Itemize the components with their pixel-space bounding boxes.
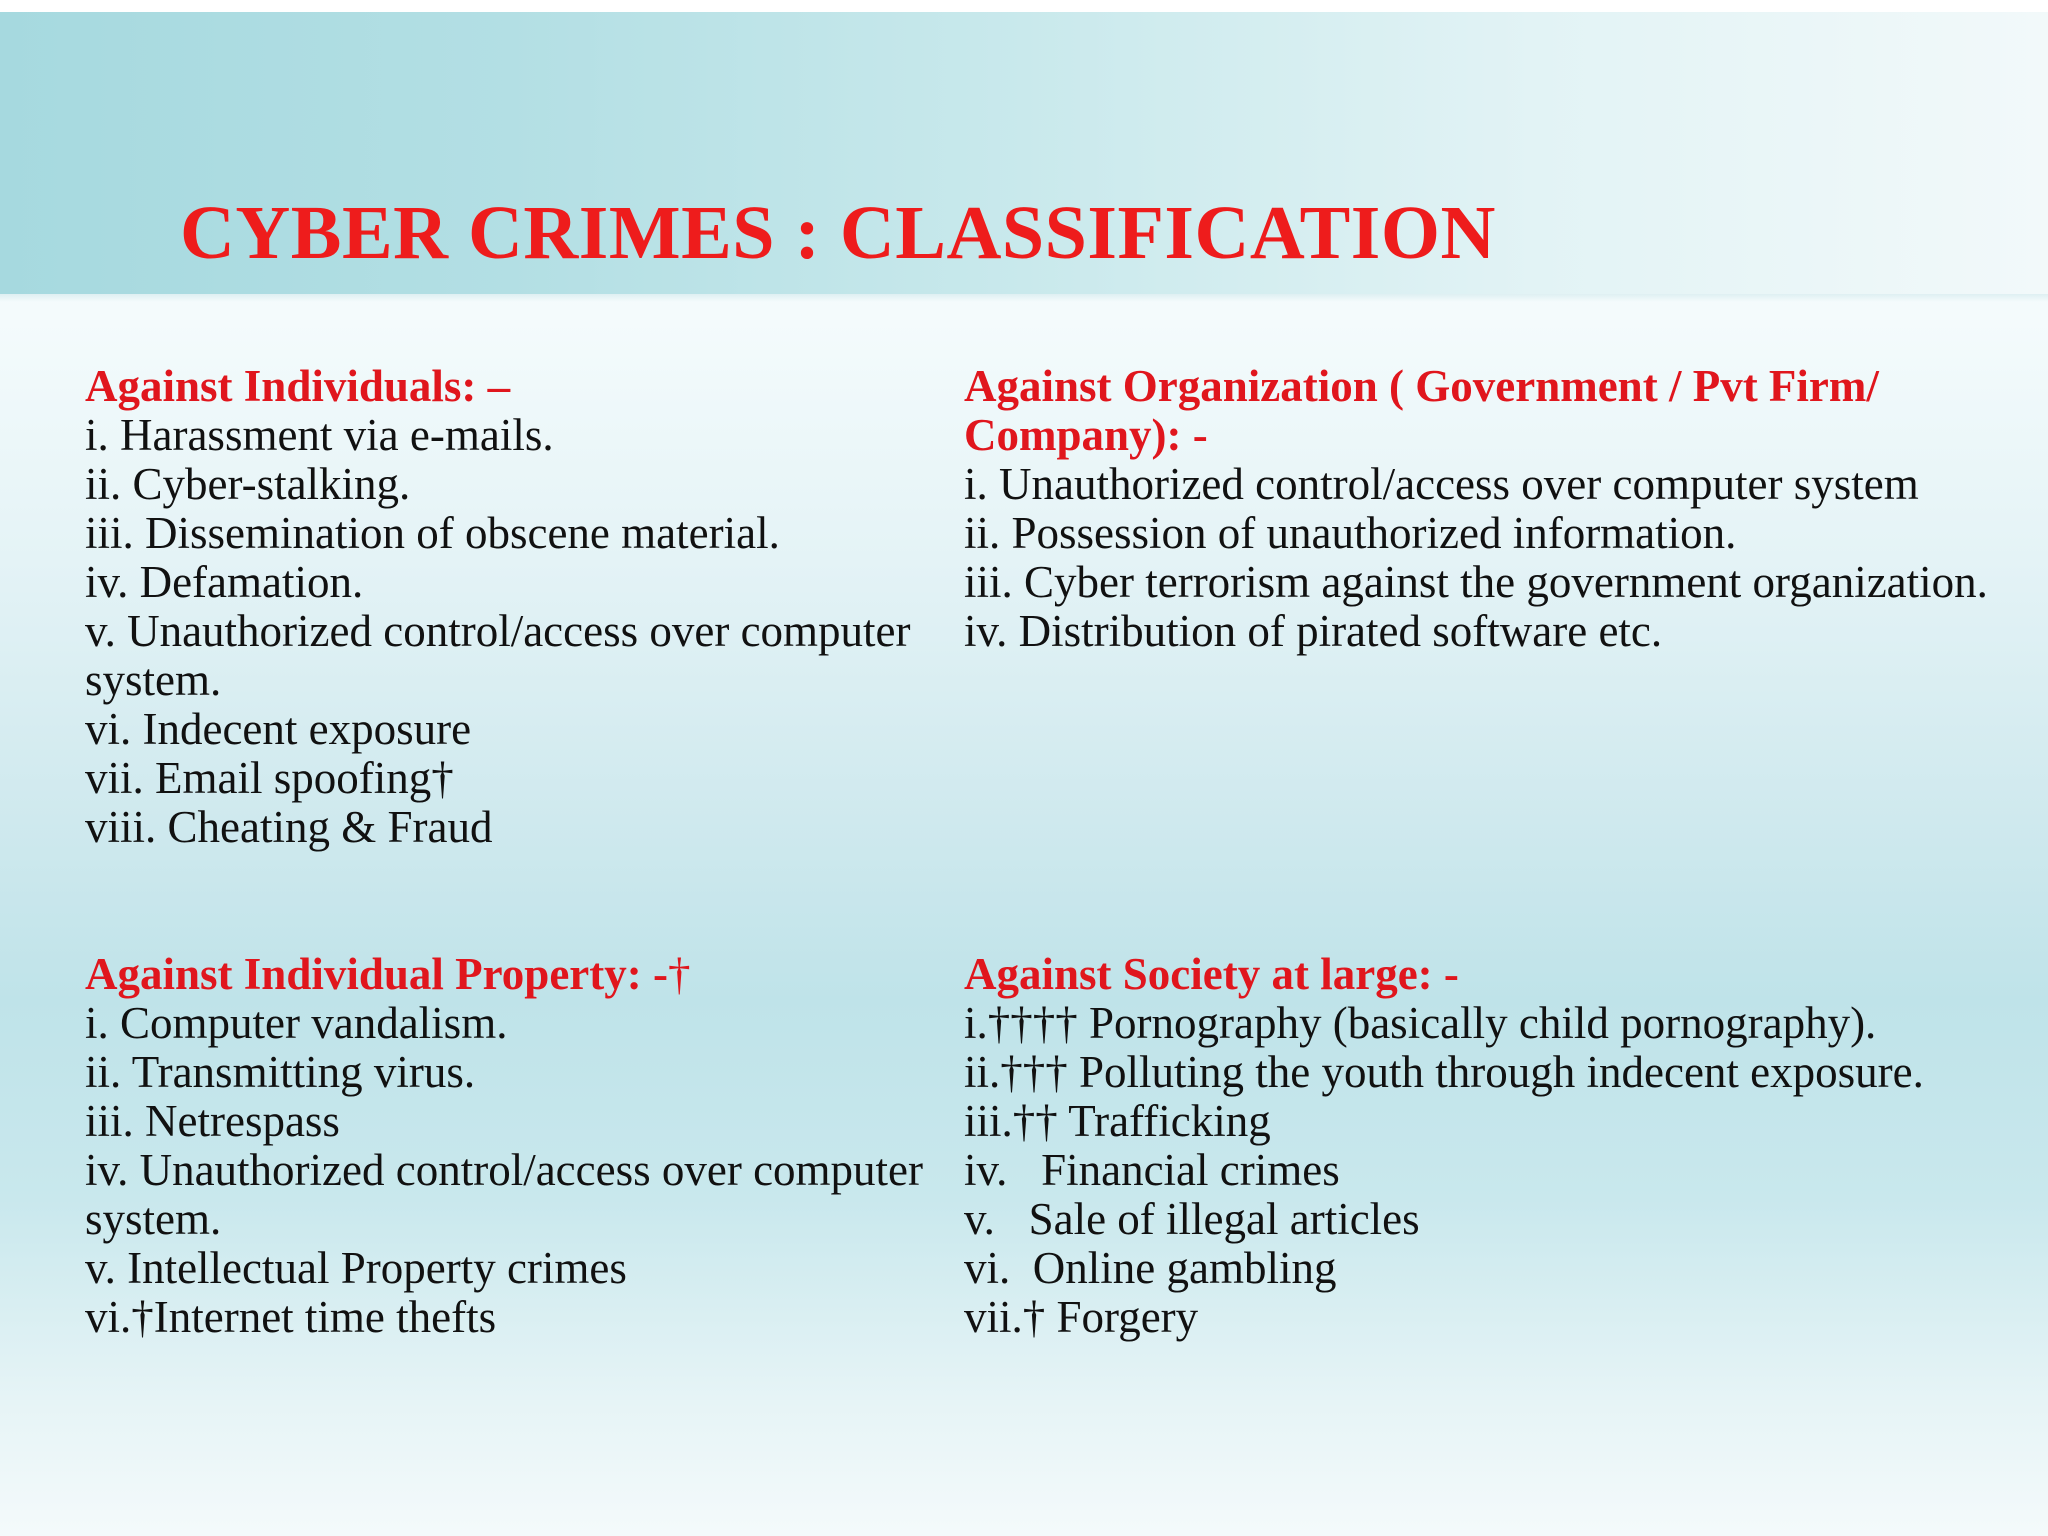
list-item: i. Computer vandalism. xyxy=(85,998,508,1048)
crime-list xyxy=(964,999,2024,1342)
list-item: iv. Financial crimes xyxy=(964,1145,1340,1195)
list-item: viii. Cheating & Fraud xyxy=(85,802,493,852)
crime-list xyxy=(964,460,2024,656)
list-item: vi. Indecent exposure xyxy=(85,704,472,754)
crime-list xyxy=(85,411,925,852)
list-item: v. Unauthorized control/access over computer system. xyxy=(85,606,922,705)
list-item: iii. Cyber terrorism against the government organization. xyxy=(964,557,1988,607)
list-item: v. Sale of illegal articles xyxy=(964,1194,1420,1244)
section-against-society xyxy=(964,950,2024,1342)
slide-title: CYBER CRIMES : CLASSIFICATION xyxy=(180,191,1496,275)
list-item: iv. Defamation. xyxy=(85,557,364,607)
section-against-individuals xyxy=(85,362,925,852)
list-item: i. Unauthorized control/access over computer system xyxy=(964,459,1919,509)
section-heading: Against Society at large: - xyxy=(964,949,1459,999)
list-item: ii.††† Polluting the youth through indecent exposure. xyxy=(964,1047,1924,1097)
section-heading-text: Against Individual Property: - xyxy=(85,949,668,999)
top-frame xyxy=(0,0,2048,12)
list-item: iii. Dissemination of obscene material. xyxy=(85,508,780,558)
section-against-organization xyxy=(964,362,2024,656)
list-item: vii.† Forgery xyxy=(964,1292,1199,1342)
section-heading: Against Individuals: – xyxy=(85,361,511,411)
dagger-mark: † xyxy=(667,949,691,999)
crime-list xyxy=(85,998,935,1342)
list-item: ii. Cyber-stalking. xyxy=(85,459,411,509)
list-item: iii.†† Trafficking xyxy=(964,1096,1271,1146)
list-item: ii. Possession of unauthorized information. xyxy=(964,508,1737,558)
list-item: ii. Transmitting virus. xyxy=(85,1047,476,1097)
section-heading: Against Organization ( Government / Pvt Firm/ Company): - xyxy=(964,361,1879,460)
list-item: vi.†Internet time thefts xyxy=(85,1292,497,1342)
list-item: iv. Unauthorized control/access over computer system. xyxy=(85,1145,935,1244)
list-item: i. Harassment via e-mails. xyxy=(85,410,554,460)
list-item: vii. Email spoofing† xyxy=(85,753,454,803)
list-item: i.†††† Pornography (basically child pornography). xyxy=(964,998,1877,1048)
list-item: iv. Distribution of pirated software etc. xyxy=(964,606,1663,656)
list-item: v. Intellectual Property crimes xyxy=(85,1243,627,1293)
list-item: vi. Online gambling xyxy=(964,1243,1337,1293)
list-item: iii. Netrespass xyxy=(85,1096,340,1146)
section-heading xyxy=(85,950,925,999)
section-against-individual-property xyxy=(85,949,935,1342)
